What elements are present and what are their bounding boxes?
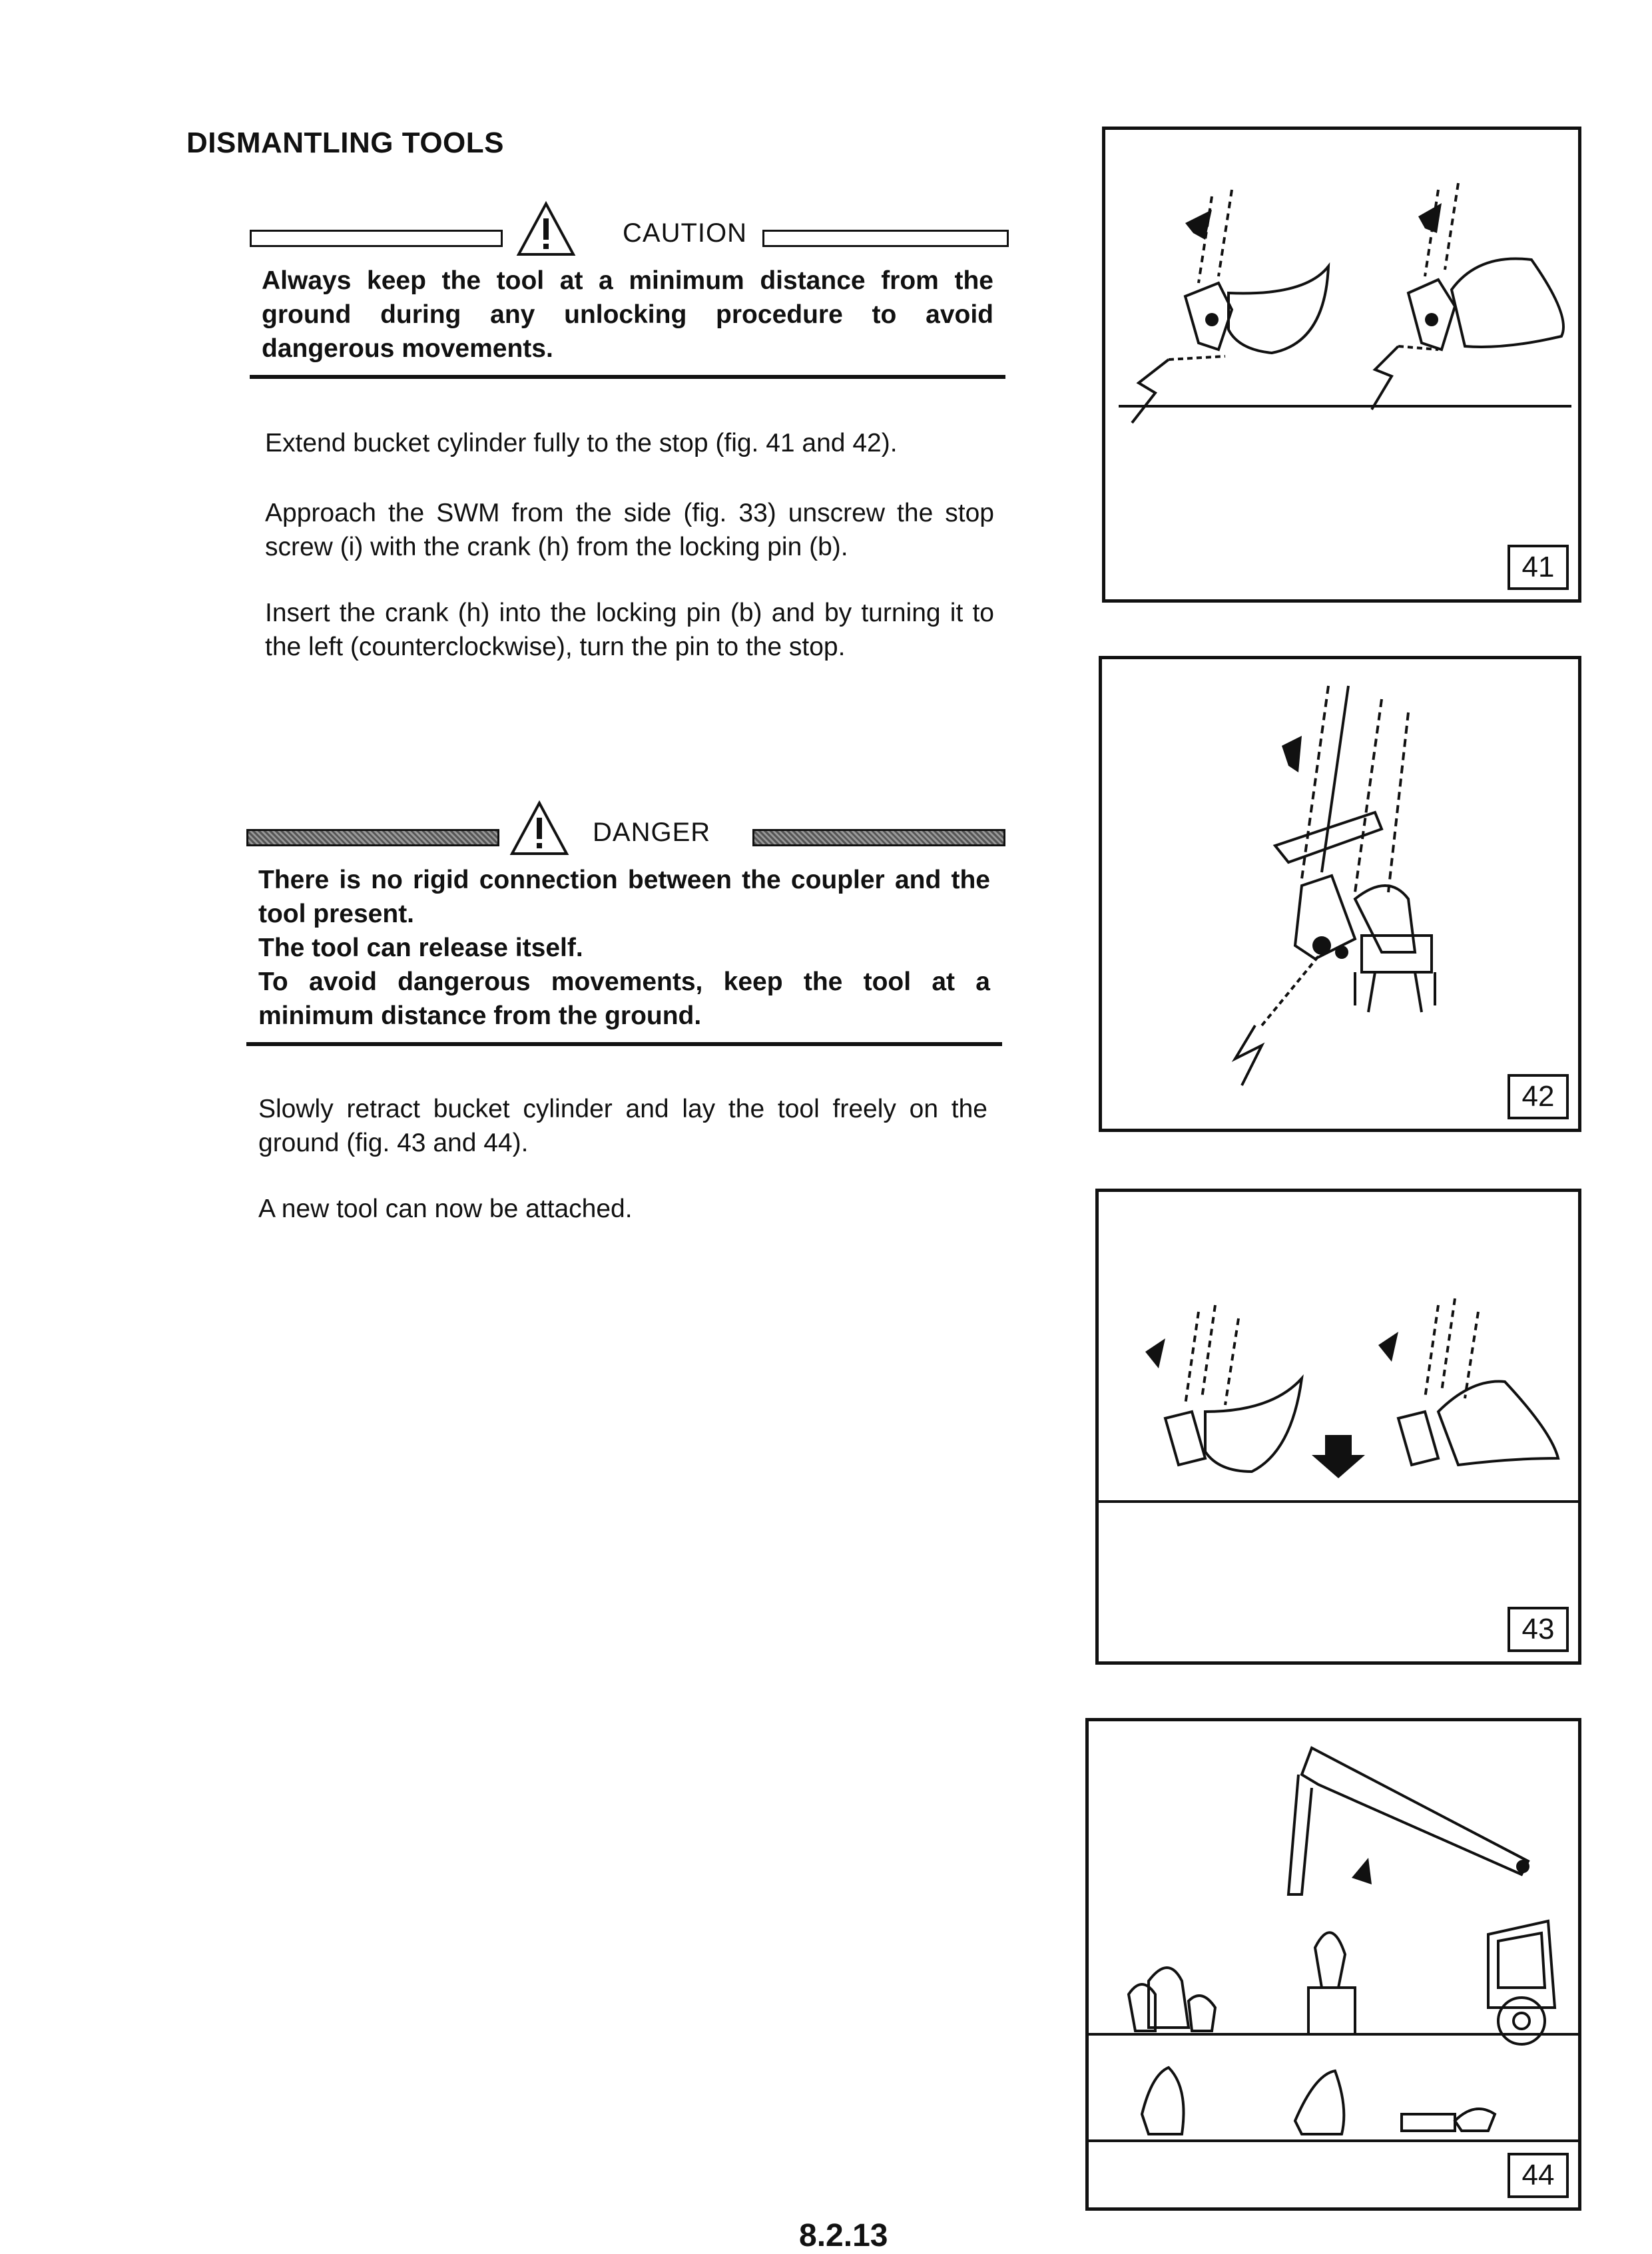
page-title: DISMANTLING TOOLS bbox=[186, 127, 505, 159]
excavator-tool-change-illustration bbox=[1089, 1721, 1578, 2207]
figure-number: 44 bbox=[1508, 2153, 1569, 2198]
danger-block bbox=[246, 799, 1002, 1046]
caution-header bbox=[250, 200, 1005, 260]
danger-text bbox=[246, 859, 1002, 1046]
instruction-paragraph-5: A new tool can now be attached. bbox=[258, 1195, 633, 1223]
danger-header bbox=[246, 799, 1002, 859]
bucket-release-illustration bbox=[1099, 1192, 1578, 1661]
caution-block bbox=[250, 200, 1005, 379]
instruction-paragraph-3: Insert the crank (h) into the locking pin (b) and by turning it to the left (counterclockwise), turn the pin to the stop. bbox=[265, 599, 994, 661]
caution-bar-left bbox=[250, 230, 503, 247]
caution-text: Always keep the tool at a minimum distance from the ground during any unlocking procedure to avoid dangerous movements. bbox=[250, 260, 1005, 379]
figure-number: 41 bbox=[1508, 545, 1569, 590]
bucket-coupler-illustration bbox=[1105, 130, 1578, 599]
danger-bar-left bbox=[246, 829, 499, 846]
danger-label: DANGER bbox=[593, 818, 711, 847]
danger-line-3: To avoid dangerous movements, keep the tool at a minimum distance from the ground. bbox=[258, 968, 990, 1030]
danger-bar-right bbox=[752, 829, 1005, 846]
danger-line-1: There is no rigid connection between the coupler and the tool present. bbox=[258, 866, 990, 928]
warning-triangle-icon bbox=[516, 200, 576, 258]
figure-number: 43 bbox=[1508, 1607, 1569, 1652]
instruction-paragraph-4: Slowly retract bucket cylinder and lay the tool freely on the ground (fig. 43 and 44). bbox=[258, 1095, 987, 1157]
caution-label: CAUTION bbox=[623, 218, 747, 248]
instruction-paragraph-2: Approach the SWM from the side (fig. 33) unscrew the stop screw (i) with the crank (h) from the locking pin (b). bbox=[265, 499, 994, 561]
grab-coupler-illustration bbox=[1102, 659, 1578, 1129]
page-number: 8.2.13 bbox=[799, 2218, 888, 2253]
danger-line-2: The tool can release itself. bbox=[258, 934, 583, 962]
figure-number: 42 bbox=[1508, 1074, 1569, 1119]
figure-44 bbox=[1085, 1718, 1581, 2211]
figure-43 bbox=[1095, 1189, 1581, 1665]
instruction-paragraph-1: Extend bucket cylinder fully to the stop (fig. 41 and 42). bbox=[265, 429, 898, 457]
warning-triangle-icon bbox=[509, 799, 569, 858]
caution-bar-right bbox=[762, 230, 1009, 247]
figure-42 bbox=[1099, 656, 1581, 1132]
figure-41 bbox=[1102, 127, 1581, 603]
